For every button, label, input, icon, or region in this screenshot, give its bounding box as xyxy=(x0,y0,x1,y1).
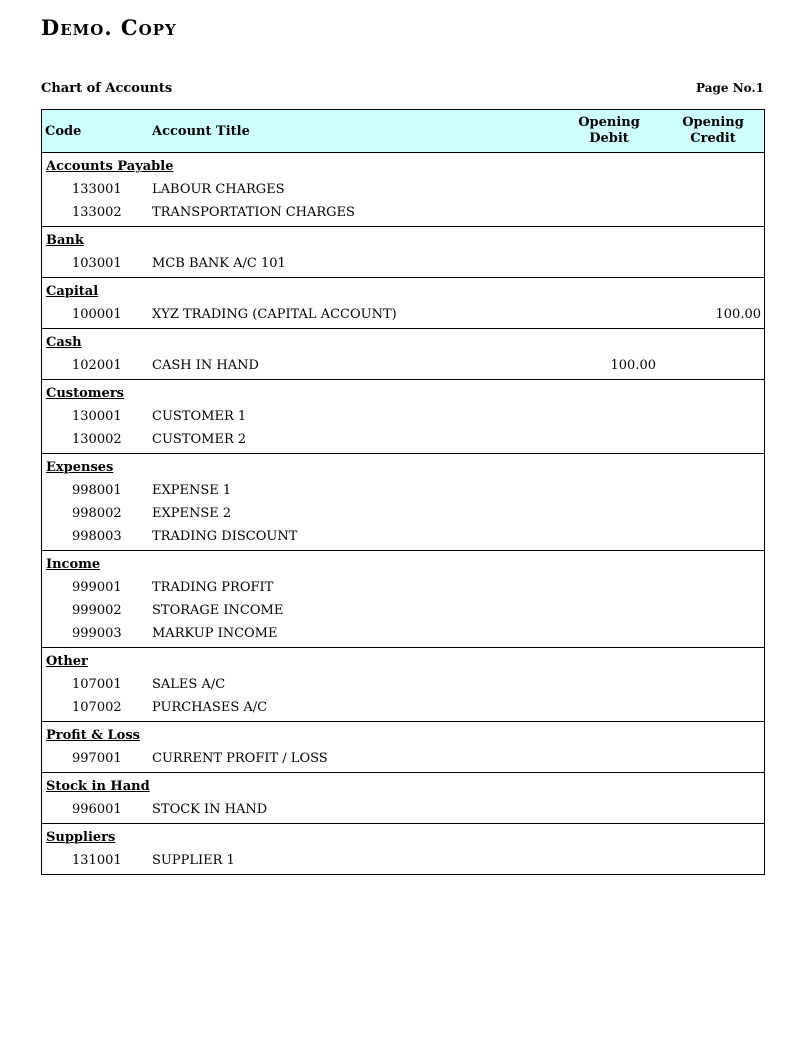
account-code: 130001 xyxy=(72,409,122,424)
account-group xyxy=(42,722,764,773)
accounts-table xyxy=(41,109,765,875)
table-row xyxy=(42,303,764,326)
account-code: 998002 xyxy=(72,506,122,521)
account-title: CURRENT PROFIT / LOSS xyxy=(152,751,328,766)
account-title: CUSTOMER 2 xyxy=(152,432,247,447)
account-title: TRADING PROFIT xyxy=(152,580,274,595)
table-row xyxy=(42,673,764,696)
table-header xyxy=(42,110,764,153)
header-opening-credit-line1: Opening xyxy=(682,115,744,130)
account-code: 107001 xyxy=(72,677,122,692)
page-number: Page No.1 xyxy=(696,81,764,95)
account-code: 998001 xyxy=(72,483,122,498)
account-group xyxy=(42,153,764,227)
group-name: Stock in Hand xyxy=(46,779,150,794)
account-title: PURCHASES A/C xyxy=(152,700,268,715)
account-title: XYZ TRADING (CAPITAL ACCOUNT) xyxy=(152,307,397,322)
group-name: Other xyxy=(46,654,88,669)
table-row xyxy=(42,849,764,872)
header-opening-debit-line1: Opening xyxy=(578,115,640,130)
table-row xyxy=(42,479,764,502)
table-row xyxy=(42,747,764,770)
header-opening-credit xyxy=(666,115,760,147)
account-title: MCB BANK A/C 101 xyxy=(152,256,286,271)
account-group xyxy=(42,329,764,380)
account-group xyxy=(42,551,764,648)
account-title: SALES A/C xyxy=(152,677,226,692)
account-title: STORAGE INCOME xyxy=(152,603,284,618)
table-body xyxy=(42,153,764,874)
account-code: 996001 xyxy=(72,802,122,817)
account-code: 998003 xyxy=(72,529,122,544)
header-opening-debit xyxy=(562,115,656,147)
account-code: 130002 xyxy=(72,432,122,447)
table-row xyxy=(42,252,764,275)
report-title: Chart of Accounts xyxy=(41,81,173,96)
group-name: Cash xyxy=(46,335,82,350)
account-code: 133002 xyxy=(72,205,122,220)
account-code: 999001 xyxy=(72,580,122,595)
account-code: 999003 xyxy=(72,626,122,641)
table-row xyxy=(42,201,764,224)
account-title: CUSTOMER 1 xyxy=(152,409,247,424)
group-name: Accounts Payable xyxy=(46,159,174,174)
group-name: Bank xyxy=(46,233,84,248)
account-title: EXPENSE 2 xyxy=(152,506,232,521)
opening-debit: 100.00 xyxy=(610,358,656,373)
account-code: 997001 xyxy=(72,751,122,766)
table-row xyxy=(42,622,764,645)
table-row xyxy=(42,525,764,548)
group-name: Income xyxy=(46,557,101,572)
account-group xyxy=(42,278,764,329)
table-row xyxy=(42,502,764,525)
account-code: 102001 xyxy=(72,358,122,373)
table-row xyxy=(42,354,764,377)
table-row xyxy=(42,428,764,451)
account-title: MARKUP INCOME xyxy=(152,626,278,641)
account-group xyxy=(42,227,764,278)
header-code: Code xyxy=(45,124,82,139)
account-group xyxy=(42,824,764,874)
account-title: EXPENSE 1 xyxy=(152,483,232,498)
account-code: 107002 xyxy=(72,700,122,715)
account-group xyxy=(42,648,764,722)
opening-credit: 100.00 xyxy=(715,307,761,322)
demo-copy-watermark: Demo. Copy xyxy=(41,15,177,40)
account-group xyxy=(42,773,764,824)
account-code: 999002 xyxy=(72,603,122,618)
account-title: STOCK IN HAND xyxy=(152,802,268,817)
account-group xyxy=(42,380,764,454)
header-account-title: Account Title xyxy=(152,124,250,139)
table-row xyxy=(42,696,764,719)
table-row xyxy=(42,405,764,428)
account-code: 100001 xyxy=(72,307,122,322)
group-name: Suppliers xyxy=(46,830,116,845)
account-code: 133001 xyxy=(72,182,122,197)
group-name: Capital xyxy=(46,284,99,299)
account-group xyxy=(42,454,764,551)
account-title: TRADING DISCOUNT xyxy=(152,529,298,544)
group-name: Expenses xyxy=(46,460,114,475)
account-code: 131001 xyxy=(72,853,122,868)
account-title: TRANSPORTATION CHARGES xyxy=(152,205,355,220)
header-opening-debit-line2: Debit xyxy=(589,131,629,146)
table-row xyxy=(42,798,764,821)
group-name: Profit & Loss xyxy=(46,728,140,743)
table-row xyxy=(42,599,764,622)
account-code: 103001 xyxy=(72,256,122,271)
table-row xyxy=(42,576,764,599)
group-name: Customers xyxy=(46,386,124,401)
account-title: CASH IN HAND xyxy=(152,358,259,373)
account-title: LABOUR CHARGES xyxy=(152,182,285,197)
header-opening-credit-line2: Credit xyxy=(690,131,736,146)
table-row xyxy=(42,178,764,201)
account-title: SUPPLIER 1 xyxy=(152,853,235,868)
